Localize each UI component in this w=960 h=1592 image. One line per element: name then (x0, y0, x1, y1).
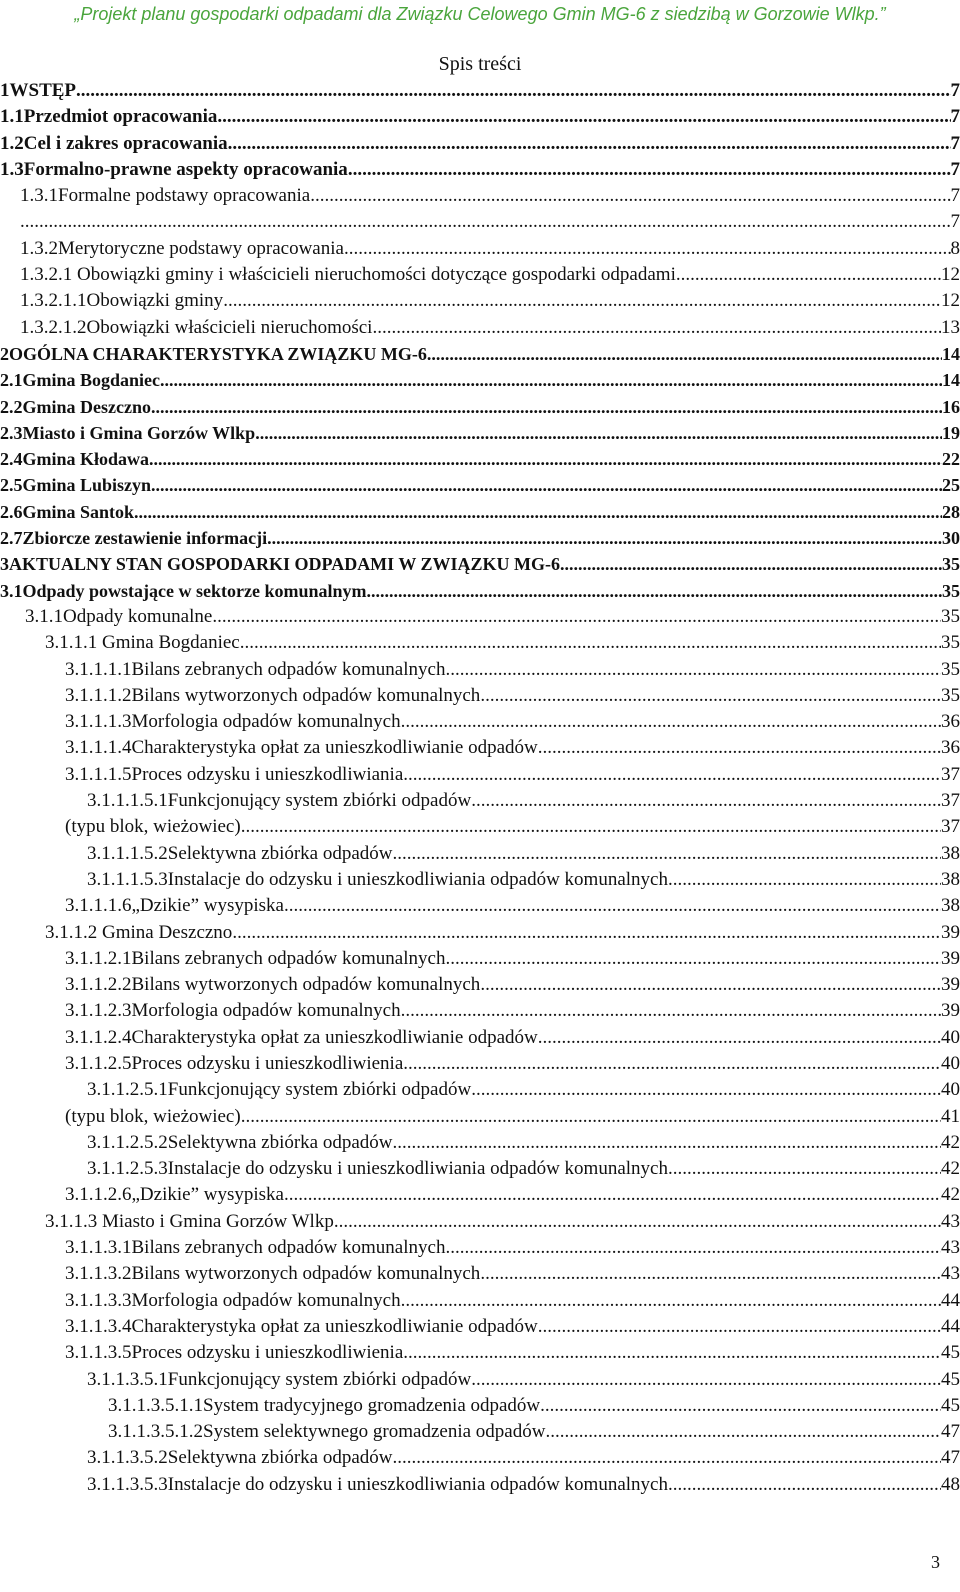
toc-dot-leader (401, 1288, 941, 1314)
toc-dot-leader (480, 683, 941, 709)
toc-entry-page: 43 (941, 1263, 960, 1285)
toc-entry-title: 3.1.1.1.3Morfologia odpadów komunalnych (65, 711, 401, 733)
toc-dot-leader (348, 157, 951, 183)
toc-entry-page: 40 (941, 1026, 960, 1048)
toc-entry-title: 3.1.1.3.5.3Instalacje do odzysku i unieszkodliwiania odpadów komunalnych (87, 1473, 668, 1495)
toc-entry-title: 2.3Miasto i Gmina Gorzów Wlkp (0, 422, 256, 443)
toc-title: Spis treści (438, 53, 522, 75)
toc-entry-page: 7 (950, 80, 960, 101)
toc-entry[interactable] (0, 735, 960, 761)
toc-entry-page: 39 (941, 947, 960, 969)
toc-dot-leader (676, 262, 941, 288)
toc-entry-page: 12 (941, 264, 960, 286)
toc-entry-title: (typu blok, wieżowiec) (65, 1105, 241, 1127)
toc-dot-leader (393, 1445, 941, 1471)
page-number: 3 (931, 1552, 940, 1572)
toc-dot-leader (151, 472, 942, 498)
toc-entry-title: 1WSTĘP (0, 80, 77, 101)
toc-dot-leader (403, 1340, 941, 1366)
toc-entry-title: 3.1.1.1.5Proces odzysku i unieszkodliwiania (65, 763, 404, 785)
toc-entry-page: 39 (941, 1000, 960, 1022)
toc-entry-title: 3.1.1.2.5Proces odzysku i unieszkodliwienia (65, 1052, 404, 1074)
toc-entry-title: 3.1.1.1 Gmina Bogdaniec (45, 632, 240, 654)
toc-entry[interactable] (0, 946, 960, 972)
toc-entry[interactable] (0, 1025, 960, 1051)
toc-entry-page: 35 (941, 605, 960, 627)
toc-entry[interactable] (0, 341, 960, 367)
toc-entry-title: 3.1.1Odpady komunalne (25, 605, 213, 627)
toc-dot-leader (334, 1209, 941, 1235)
toc-entry-page: 7 (950, 158, 960, 180)
toc-entry[interactable] (0, 209, 960, 235)
toc-dot-leader (538, 735, 941, 761)
toc-entry[interactable] (0, 78, 960, 104)
toc-entry-title: 3.1.1.1.5.2Selektywna zbiórka odpadów (87, 842, 393, 864)
toc-dot-leader (471, 788, 941, 814)
toc-entry[interactable] (0, 578, 960, 604)
toc-entry-page: 19 (942, 422, 960, 443)
toc-entry[interactable] (0, 1077, 960, 1103)
toc-entry-page: 38 (941, 842, 960, 864)
toc-entry-page: 43 (941, 1237, 960, 1259)
toc-entry-title: 3.1.1.3.5.2Selektywna zbiórka odpadów (87, 1447, 393, 1469)
toc-entry-title: 3.1.1.1.2Bilans wytworzonych odpadów komunalnych (65, 684, 481, 706)
toc-dot-leader (393, 1130, 941, 1156)
toc-entry-title: 3.1.1.3.5.1.1System tradycyjnego gromadzenia odpadów (108, 1394, 541, 1416)
toc-entry[interactable] (0, 1182, 960, 1208)
toc-entry[interactable] (0, 630, 960, 656)
toc-entry[interactable] (0, 288, 960, 314)
toc-entry-page: 40 (941, 1079, 960, 1101)
toc-entry-title: 3AKTUALNY STAN GOSPODARKI ODPADAMI W ZWIĄZKU MG-6 (0, 554, 561, 575)
toc-entry[interactable] (0, 893, 960, 919)
toc-entry-page: 14 (942, 343, 960, 364)
toc-entry-page: 45 (941, 1368, 960, 1390)
toc-entry-page: 7 (950, 185, 960, 207)
toc-entry[interactable] (0, 1472, 960, 1498)
toc-entry-title: 2.7Zbiorcze zestawienie informacji (0, 528, 268, 549)
toc-entry-page: 43 (941, 1210, 960, 1232)
toc-dot-leader (217, 104, 950, 130)
toc-entry[interactable] (0, 1209, 960, 1235)
toc-entry-page: 16 (942, 396, 960, 417)
toc-entry-page: 12 (941, 290, 960, 312)
toc-entry[interactable] (0, 709, 960, 735)
toc-entry-page: 37 (941, 763, 960, 785)
toc-dot-leader (344, 236, 951, 262)
toc-entry-title: 3.1.1.3.5.1Funkcjonujący system zbiórki odpadów (87, 1368, 472, 1390)
toc-dot-leader (223, 288, 941, 314)
toc-entry[interactable] (0, 1288, 960, 1314)
toc-entry[interactable] (0, 972, 960, 998)
toc-dot-leader (241, 1104, 941, 1130)
toc-entry-title: 3.1.1.3.5.1.2System selektywnego gromadzenia odpadów (108, 1421, 546, 1443)
toc-entry-page: 8 (950, 237, 960, 259)
toc-dot-leader (160, 367, 942, 393)
toc-entry-page: 48 (941, 1473, 960, 1495)
toc-entry-title: 3.1.1.2.1Bilans zebranych odpadów komunalnych (65, 947, 446, 969)
toc-entry[interactable] (0, 446, 960, 472)
toc-entry-page: 7 (950, 132, 960, 154)
toc-entry-title: (typu blok, wieżowiec) (65, 816, 241, 838)
toc-entry-page: 35 (942, 580, 960, 601)
toc-entry[interactable] (0, 1156, 960, 1182)
toc-dot-leader (149, 446, 942, 472)
toc-entry[interactable] (0, 1104, 960, 1130)
toc-dot-leader (427, 341, 942, 367)
toc-entry-page: 39 (941, 974, 960, 996)
toc-dot-leader (228, 131, 951, 157)
toc-entry-title: 3.1.1.2.2Bilans wytworzonych odpadów komunalnych (65, 974, 481, 996)
toc-entry[interactable] (0, 157, 960, 183)
toc-entry-page: 45 (941, 1342, 960, 1364)
toc-entry-page: 30 (942, 528, 960, 549)
toc-entry-page: 13 (941, 316, 960, 338)
toc-entry[interactable] (0, 1445, 960, 1471)
toc-dot-leader (76, 78, 950, 104)
toc-dot-leader (471, 1077, 941, 1103)
toc-entry[interactable] (0, 315, 960, 341)
toc-entry-page: 44 (941, 1315, 960, 1337)
toc-entry-page: 42 (941, 1158, 960, 1180)
toc-dot-leader (545, 1419, 941, 1445)
toc-entry[interactable] (0, 472, 960, 498)
toc-entry-title: 2OGÓLNA CHARAKTERYSTYKA ZWIĄZKU MG-6 (0, 343, 427, 364)
toc-entry-title: 3.1.1.1.4Charakterystyka opłat za unieszkodliwianie odpadów (65, 737, 538, 759)
toc-entry[interactable] (0, 762, 960, 788)
toc-entry[interactable] (0, 525, 960, 551)
toc-dot-leader (480, 1261, 941, 1287)
toc-entry[interactable] (0, 1419, 960, 1445)
toc-entry[interactable] (0, 814, 960, 840)
toc-entry[interactable] (0, 104, 960, 130)
toc-dot-leader (560, 551, 942, 577)
toc-entry[interactable] (0, 1130, 960, 1156)
toc-entry-title: 2.5Gmina Lubiszyn (0, 475, 152, 496)
toc-entry[interactable] (0, 131, 960, 157)
toc-entry-page: 37 (941, 790, 960, 812)
toc-entry-page: 37 (941, 816, 960, 838)
toc-entry-page: 47 (941, 1421, 960, 1443)
toc-dot-leader (255, 420, 942, 446)
toc-dot-leader (471, 1367, 941, 1393)
toc-dot-leader (480, 972, 941, 998)
toc-entry-title: 1.3Formalno-prawne aspekty opracowania (0, 158, 348, 180)
toc-dot-leader (310, 183, 950, 209)
toc-entry-page: 28 (942, 501, 960, 522)
toc-entry-page: 14 (942, 370, 960, 391)
toc-entry[interactable] (0, 998, 960, 1024)
toc-dot-leader (367, 578, 942, 604)
toc-dot-leader (538, 1025, 941, 1051)
toc-entry-title: 3.1.1.1.1Bilans zebranych odpadów komunalnych (65, 658, 446, 680)
toc-dot-leader (445, 657, 941, 683)
toc-entry-title: 2.4Gmina Kłodawa (0, 449, 150, 470)
toc-entry-page: 44 (941, 1289, 960, 1311)
toc-entry-page: 47 (941, 1447, 960, 1469)
toc-dot-leader (668, 867, 941, 893)
toc-entry[interactable] (0, 1367, 960, 1393)
toc-entry[interactable] (0, 683, 960, 709)
toc-entry-title: 3.1Odpady powstające w sektorze komunalnym (0, 580, 367, 601)
toc-entry-page: 42 (941, 1131, 960, 1153)
toc-entry[interactable] (0, 499, 960, 525)
toc-entry-page: 38 (941, 895, 960, 917)
toc-entry[interactable] (0, 551, 960, 577)
toc-entry-page: 35 (941, 684, 960, 706)
toc-entry-page: 22 (942, 449, 960, 470)
toc-entry-title: 1.3.2.1 Obowiązki gminy i właścicieli nieruchomości dotyczące gospodarki odpadami (20, 264, 676, 286)
toc-entry-page: 36 (941, 737, 960, 759)
toc-entry[interactable] (0, 841, 960, 867)
toc-entry-title: 3.1.1.3.5Proces odzysku i unieszkodliwienia (65, 1342, 404, 1364)
toc-entry-title: 1.3.2.1.2Obowiązki właścicieli nieruchomości (20, 316, 373, 338)
toc-entry-title: 3.1.1.2.5.2Selektywna zbiórka odpadów (87, 1131, 393, 1153)
toc-dot-leader (151, 394, 942, 420)
toc-dot-leader (267, 525, 942, 551)
toc-entry[interactable] (0, 920, 960, 946)
toc-entry[interactable] (0, 1261, 960, 1287)
toc-dot-leader (284, 893, 941, 919)
toc-dot-leader (232, 920, 941, 946)
toc-entry[interactable] (0, 867, 960, 893)
toc-entry-title: 2.1Gmina Bogdaniec (0, 370, 161, 391)
toc-dot-leader (540, 1393, 941, 1419)
toc-entry[interactable] (0, 236, 960, 262)
toc-entry[interactable] (0, 183, 960, 209)
toc-dot-leader (241, 814, 941, 840)
toc-entry-title: 3.1.1.1.5.1Funkcjonujący system zbiórki odpadów (87, 790, 472, 812)
toc-entry-title: 1.3.1Formalne podstawy opracowania (20, 185, 311, 207)
toc-dot-leader (240, 630, 941, 656)
toc-entry[interactable] (0, 1393, 960, 1419)
toc-dot-leader (20, 209, 951, 235)
toc-dot-leader (445, 1235, 941, 1261)
toc-entry-title: 3.1.1.2.5.3Instalacje do odzysku i unieszkodliwiania odpadów komunalnych (87, 1158, 668, 1180)
toc-entry-title: 3.1.1.2.5.1Funkcjonujący system zbiórki odpadów (87, 1079, 472, 1101)
toc-entry-title: 2.2Gmina Deszczno (0, 396, 151, 417)
toc-entry-title: 3.1.1.1.6„Dzikie” wysypiska (65, 895, 284, 917)
toc-entry-page: 7 (950, 106, 960, 128)
toc-entry-page: 25 (942, 475, 960, 496)
toc-entry-title: 3.1.1.2.4Charakterystyka opłat za unieszkodliwianie odpadów (65, 1026, 538, 1048)
toc-entry[interactable] (0, 394, 960, 420)
toc-entry-title: 3.1.1.3 Miasto i Gmina Gorzów Wlkp (45, 1210, 334, 1232)
table-of-contents (0, 78, 960, 1498)
toc-entry[interactable] (0, 1235, 960, 1261)
toc-entry-page: 40 (941, 1052, 960, 1074)
toc-entry[interactable] (0, 604, 960, 630)
toc-dot-leader (668, 1156, 941, 1182)
toc-entry-title: 3.1.1.3.3Morfologia odpadów komunalnych (65, 1289, 401, 1311)
toc-entry-page: 7 (950, 211, 960, 233)
toc-entry-page: 35 (941, 658, 960, 680)
toc-entry-title: 2.6Gmina Santok (0, 501, 135, 522)
toc-dot-leader (284, 1182, 941, 1208)
toc-entry-page: 39 (941, 921, 960, 943)
toc-dot-leader (538, 1314, 941, 1340)
toc-dot-leader (134, 499, 942, 525)
toc-entry-page: 36 (941, 711, 960, 733)
toc-entry-title: 3.1.1.2.6„Dzikie” wysypiska (65, 1184, 284, 1206)
toc-entry-title: 1.3.2Merytoryczne podstawy opracowania (20, 237, 344, 259)
toc-entry[interactable] (0, 262, 960, 288)
toc-entry-page: 41 (941, 1105, 960, 1127)
toc-entry-title: 3.1.1.3.4Charakterystyka opłat za unieszkodliwianie odpadów (65, 1315, 538, 1337)
toc-entry-title: 3.1.1.2.3Morfologia odpadów komunalnych (65, 1000, 401, 1022)
toc-entry-page: 45 (941, 1394, 960, 1416)
toc-dot-leader (372, 315, 941, 341)
document-header-title: „Projekt planu gospodarki odpadami dla Związku Celowego Gmin MG-6 z siedzibą w Gorzowie Wlkp.” (74, 4, 886, 24)
toc-dot-leader (668, 1472, 941, 1498)
toc-entry-page: 35 (942, 554, 960, 575)
toc-entry-title: 1.3.2.1.1Obowiązki gminy (20, 290, 224, 312)
toc-entry-title: 3.1.1.2 Gmina Deszczno (45, 921, 233, 943)
toc-dot-leader (401, 998, 941, 1024)
toc-entry[interactable] (0, 1340, 960, 1366)
toc-dot-leader (403, 1051, 941, 1077)
toc-entry-title: 1.2Cel i zakres opracowania (0, 132, 228, 154)
toc-entry-title: 3.1.1.3.2Bilans wytworzonych odpadów komunalnych (65, 1263, 481, 1285)
toc-dot-leader (445, 946, 941, 972)
toc-entry[interactable] (0, 1314, 960, 1340)
toc-entry-title: 3.1.1.1.5.3Instalacje do odzysku i unieszkodliwiania odpadów komunalnych (87, 868, 668, 890)
toc-dot-leader (212, 604, 941, 630)
toc-entry[interactable] (0, 367, 960, 393)
toc-entry[interactable] (0, 788, 960, 814)
toc-entry-page: 42 (941, 1184, 960, 1206)
toc-dot-leader (393, 841, 941, 867)
toc-dot-leader (403, 762, 941, 788)
toc-entry-page: 38 (941, 868, 960, 890)
toc-entry-title: 1.1Przedmiot opracowania (0, 106, 218, 128)
toc-entry[interactable] (0, 420, 960, 446)
toc-entry[interactable] (0, 1051, 960, 1077)
toc-dot-leader (401, 709, 941, 735)
toc-entry[interactable] (0, 657, 960, 683)
toc-entry-page: 35 (941, 632, 960, 654)
toc-entry-title: 3.1.1.3.1Bilans zebranych odpadów komunalnych (65, 1237, 446, 1259)
